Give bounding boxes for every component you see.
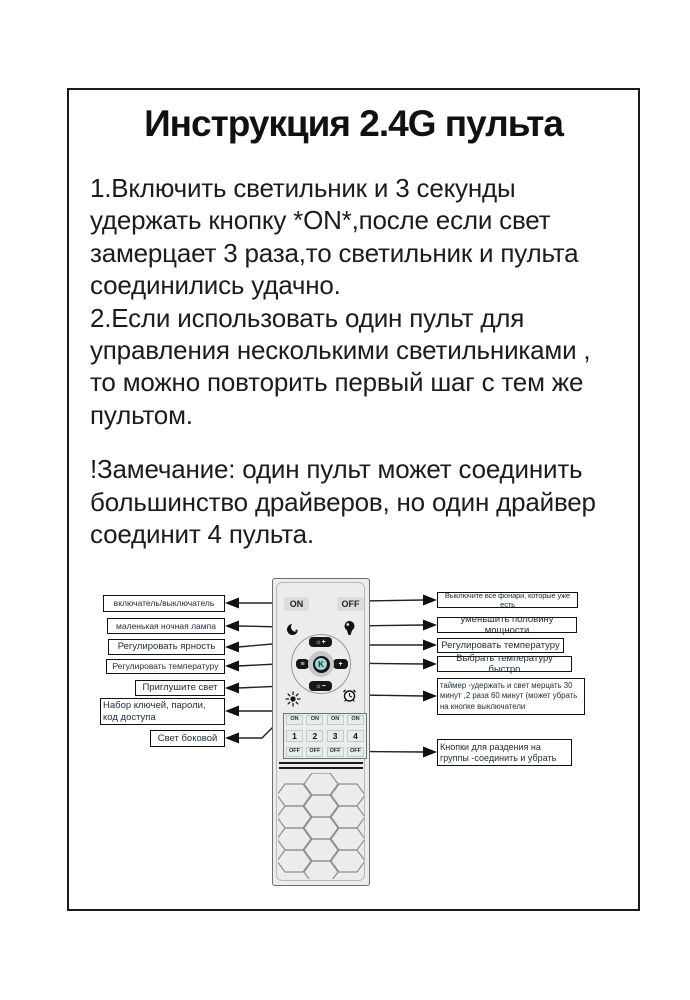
body-line: то можно повторить первый шаг с тем же	[90, 367, 584, 398]
group-2-on: ON	[306, 715, 323, 725]
honeycomb-texture	[278, 773, 364, 879]
moon-icon	[285, 621, 301, 637]
side-light-button	[285, 691, 301, 707]
alarm-clock-icon	[342, 688, 357, 703]
callout-adjust-temperature-left: Регулировать температуру	[106, 659, 225, 674]
callout-power-switch: включатель/выключатель	[103, 595, 225, 612]
group-3-on: ON	[327, 715, 344, 725]
callout-keys-passwords: Набор ключей, пароли, код доступа	[100, 698, 225, 725]
note-text	[90, 453, 630, 550]
group-2-number: 2	[306, 730, 323, 742]
body-line: 1.Включить светильник и 3 секунды	[90, 173, 516, 203]
group-1-on: ON	[286, 715, 303, 725]
note-line: соединит 4 пульта.	[90, 519, 314, 550]
callout-adjust-temperature-right: Регулировать температуру	[437, 638, 564, 653]
group-3-number: 3	[327, 730, 344, 742]
body-line: соединились удачно.	[90, 270, 341, 301]
sun-icon	[285, 691, 301, 707]
off-button: OFF	[337, 597, 364, 611]
brightness-down-button: ☼−	[309, 681, 332, 691]
callout-turn-off-all: Выключите все фонари, которые уже есть	[437, 592, 578, 608]
brightness-up-button: ☼+	[309, 637, 332, 647]
instructions-text	[90, 172, 630, 550]
group-4-on: ON	[347, 715, 364, 725]
temp-right-button: +	[333, 659, 348, 669]
on-button: ON	[284, 597, 309, 611]
center-key-ring	[313, 656, 330, 673]
callout-dim-light: Приглушите свет	[135, 680, 225, 696]
group-2	[306, 715, 323, 757]
body-line: пультом.	[90, 399, 193, 430]
group-4-number: 4	[347, 730, 364, 742]
group-3	[327, 715, 344, 757]
group-2-off: OFF	[306, 747, 323, 757]
temp-left-button: ≡	[296, 659, 309, 669]
timer-button	[342, 688, 357, 703]
body-line: удержать кнопку *ON*,после если свет	[90, 205, 551, 236]
center-key-button	[308, 651, 334, 677]
callout-half-power: уменьшить половину мощности	[437, 617, 577, 633]
callout-group-buttons: Кнопки для раздения на группы -соединить и убрать	[437, 739, 572, 766]
callout-quick-temperature: Выбрать температуру быстро	[437, 656, 572, 672]
callout-timer: таймер -удержать и свет мерцать 30 минут ,2 раза 60 минут (может убрать на кнопке выключатели	[437, 678, 585, 715]
bulb-icon	[342, 619, 357, 638]
divider-line	[279, 767, 363, 769]
body-line: замерцает 3 раза,то светильник и пульта	[90, 237, 579, 268]
divider-line	[279, 762, 363, 764]
group-1-off: OFF	[286, 747, 303, 757]
remote-control	[272, 578, 370, 886]
group-4	[347, 715, 364, 757]
group-1-number: 1	[286, 730, 303, 742]
group-3-off: OFF	[327, 747, 344, 757]
note-line: !Замечание: один пульт может соединить	[90, 454, 583, 485]
callout-side-light: Свет боковой	[150, 730, 225, 747]
note-line: большинство драйверов, но один драйвер	[90, 486, 596, 517]
body-line: 2.Если использовать один пульт для	[90, 302, 525, 333]
document-title: Инструкция 2.4G пульта	[144, 103, 563, 144]
group-4-off: OFF	[347, 747, 364, 757]
group-1	[286, 715, 303, 757]
half-power-button	[342, 619, 357, 638]
callout-adjust-brightness: Регулировать ярность	[108, 639, 225, 655]
body-line: управления несколькими светильниками ,	[90, 335, 591, 366]
group-buttons	[283, 713, 367, 759]
night-lamp-button	[285, 621, 301, 637]
callout-night-lamp: маленькая ночная лампа	[107, 618, 225, 634]
center-key-label: K	[315, 658, 327, 670]
